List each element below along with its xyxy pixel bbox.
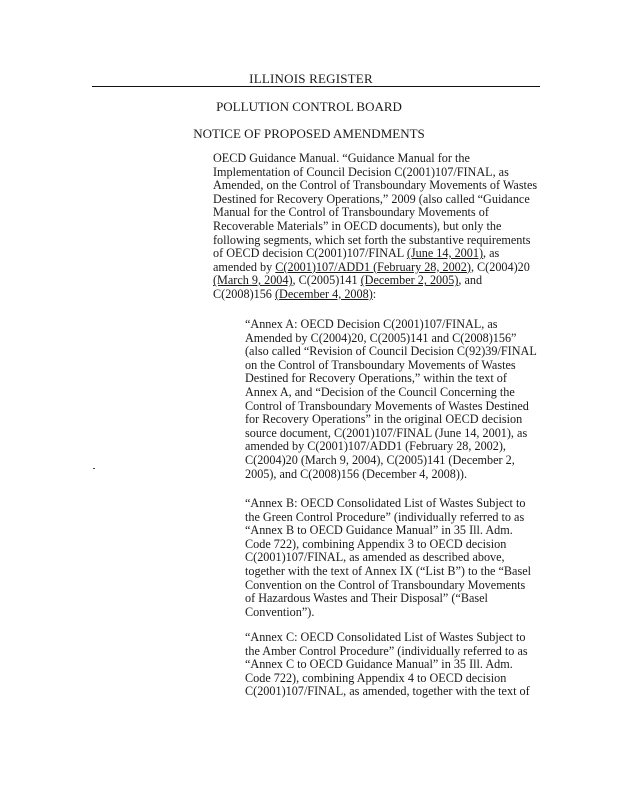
paragraph-line: the Green Control Procedure” (individually referred to as — [245, 509, 525, 524]
text-run: , and — [458, 273, 483, 288]
paragraph-line: C(2004)20 (March 9, 2004), C(2005)141 (December 2, — [245, 452, 515, 467]
paragraph-line: “Annex C: OECD Consolidated List of Wastes Subject to — [245, 630, 526, 644]
paragraph-line: on the Control of Transboundary Movements of Wastes — [245, 357, 516, 372]
paragraph-line: Recoverable Materials” in OECD documents), but only the — [213, 218, 502, 233]
paragraph-line: Convention”). — [245, 604, 315, 619]
annex-c-paragraph — [245, 631, 530, 699]
paragraph-line: “Annex B: OECD Consolidated List of Wastes Subject to — [245, 496, 526, 510]
paragraph-line: “Annex B to OECD Guidance Manual” in 35 Ill. Adm. — [245, 523, 513, 538]
text-run: , C(2004)20 — [470, 259, 530, 274]
paragraph-line: “Annex A: OECD Decision C(2001)107/FINAL, as — [245, 317, 498, 331]
paragraph-line: amended by C(2001)107/ADD1 (February 28, 2002), — [245, 439, 506, 454]
paragraph-line — [213, 261, 537, 275]
underlined-amendment: C(2001)107/ADD1 (February 28, 2002) — [275, 259, 471, 274]
paragraph-line — [213, 274, 537, 288]
paragraph-line: Destined for Recovery Operations,” within the text of — [245, 371, 507, 386]
paragraph-line: Manual for the Control of Transboundary Movements of — [213, 205, 489, 220]
paragraph-line: “Annex C to OECD Guidance Manual” in 35 Ill. Adm. — [245, 657, 513, 672]
underlined-amendment: (December 4, 2008) — [274, 286, 373, 301]
board-title: POLLUTION CONTROL BOARD — [216, 99, 402, 114]
underlined-amendment: (December 2, 2005) — [360, 273, 459, 288]
text-run: C(2008)156 — [213, 286, 275, 301]
text-run: : — [372, 286, 377, 301]
oecd-guidance-manual-paragraph — [213, 152, 537, 302]
paragraph-line: Code 722), combining Appendix 4 to OECD decision — [245, 670, 507, 685]
paragraph-line: (also called “Revision of Council Decision C(92)39/FINAL — [245, 344, 537, 359]
paragraph-line: Convention on the Control of Transboundary Movements — [245, 577, 526, 592]
paragraph-line: Amended by C(2004)20, C(2005)141 and C(2008)156” — [245, 330, 517, 345]
underlined-amendment: (March 9, 2004) — [213, 273, 293, 288]
paragraph-line — [213, 288, 537, 302]
annex-b-paragraph — [245, 497, 531, 619]
paragraph-line: source document, C(2001)107/FINAL (June 14, 2001), as — [245, 425, 528, 440]
text-run: of OECD decision C(2001)107/FINAL — [213, 246, 407, 261]
paragraph-line: OECD Guidance Manual. “Guidance Manual for the — [213, 151, 470, 165]
paragraph-line: Amended, on the Control of Transboundary Movements of Wastes — [213, 178, 538, 193]
notice-title: NOTICE OF PROPOSED AMENDMENTS — [193, 126, 425, 141]
paragraph-line: Destined for Recovery Operations,” 2009 (also called “Guidance — [213, 191, 530, 206]
paragraph-line: for Recovery Operations” in the original OECD decision — [245, 412, 523, 427]
header-rule — [92, 86, 540, 87]
paragraph-line: following segments, which set forth the substantive requirements — [213, 232, 531, 247]
paragraph-line: the Amber Control Procedure” (individually referred to as — [245, 643, 528, 658]
margin-mark — [93, 468, 95, 469]
underlined-amendment: (June 14, 2001) — [406, 246, 484, 261]
annex-a-paragraph — [245, 318, 537, 481]
paragraph-line: 2005), and C(2008)156 (December 4, 2008)). — [245, 466, 468, 481]
paragraph-line: Control of Transboundary Movements of Wastes Destined — [245, 398, 529, 413]
paragraph-line: Annex A, and “Decision of the Council Concerning the — [245, 384, 515, 399]
paragraph-line: together with the text of Annex IX (“List B”) to the “Basel — [245, 563, 531, 578]
paragraph-line: Implementation of Council Decision C(2001)107/FINAL, as — [213, 164, 509, 179]
text-run: , as — [483, 246, 500, 261]
paragraph-line: Code 722), combining Appendix 3 to OECD decision — [245, 536, 507, 551]
paragraph-line: C(2001)107/FINAL, as amended, together with the text of — [245, 684, 530, 699]
paragraph-line — [213, 247, 537, 261]
text-run: , C(2005)141 — [292, 273, 361, 288]
paragraph-line: of Hazardous Wastes and Their Disposal” (“Basel — [245, 591, 488, 606]
register-title: ILLINOIS REGISTER — [249, 71, 373, 86]
paragraph-line: C(2001)107/FINAL, as amended as described above, — [245, 550, 505, 565]
text-run: amended by — [213, 259, 276, 274]
